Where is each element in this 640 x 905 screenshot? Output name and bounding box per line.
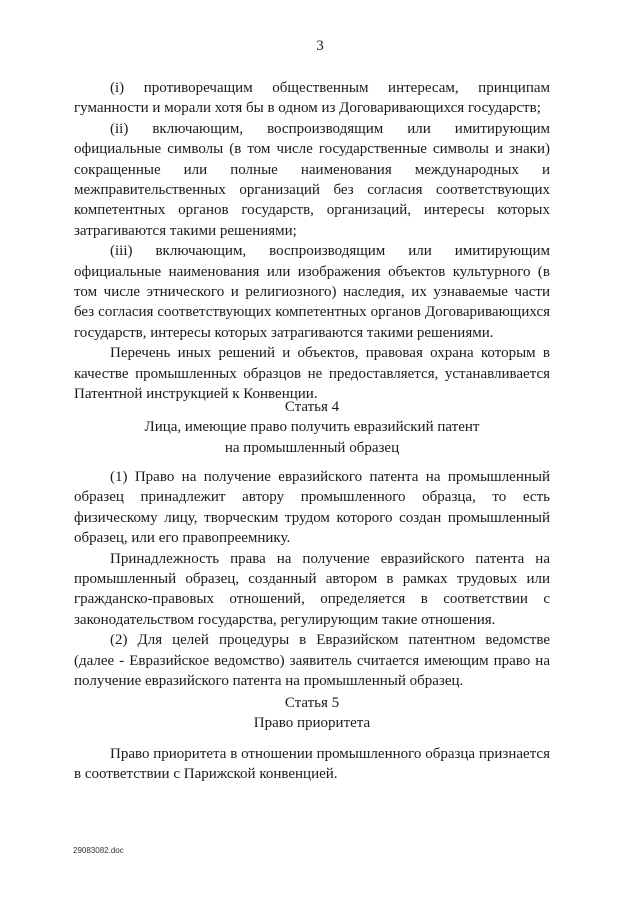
article-4-body <box>74 467 550 691</box>
document-file-code: 29083082.doc <box>73 846 124 855</box>
article-5-body <box>74 744 550 785</box>
article-4-title-line2: на промышленный образец <box>224 439 400 456</box>
article-4-number: Статья 4 <box>284 399 340 415</box>
article-5-paragraph-1: Право приоритета в отношении промышленного образца признается в соответствии с Парижской конвенцией. <box>74 746 550 783</box>
article-4-paragraph-1: (1) Право на получение евразийского патента на промышленный образец принадлежит автору промышленного образца, то есть физическому лицу, творческим трудом которого создан промышленный образец, или его правопреемнику. <box>74 469 550 547</box>
paragraph-item-iii: (iii) включающим, воспроизводящим или имитирующим официальные наименования или изображения объектов культурного (в том числе этнического и религиозного) наследия, их узнаваемые части без согласия соответствующих компетентных органов Договаривающихся государств, интересы которых затрагиваются такими решениями. <box>74 243 550 341</box>
page-number: 3 <box>316 38 324 54</box>
article-4-paragraph-2: Принадлежность права на получение евразийского патента на промышленный образец, созданный автором в рамках трудовых или гражданско-правовых отношений, определяется в соответствии с законодательством государства, регулирующим такие отношения. <box>74 550 550 628</box>
list-block-exclusions <box>74 78 550 405</box>
article-5-title: Право приоритета <box>253 715 371 732</box>
article-4-paragraph-3: (2) Для целей процедуры в Евразийском патентном ведомстве (далее - Евразийское ведомство) заявитель считается имеющим право на получение евразийского патента на промышленный образец. <box>74 632 550 690</box>
article-4-title-line1: Лица, имеющие право получить евразийский патент <box>144 419 480 436</box>
article-4-heading <box>74 397 550 458</box>
article-5-heading <box>74 693 550 734</box>
article-5-number: Статья 5 <box>284 695 340 711</box>
paragraph-item-ii: (ii) включающим, воспроизводящим или имитирующим официальные символы (в том числе государственные символы и знаки) сокращенные или полные наименования международных и межправительственных организаций без согласия соответствующих компетентных органов государств, организаций, интересы которых затрагиваются такими решениями; <box>74 120 550 239</box>
paragraph-item-i: (i) противоречащим общественным интересам, принципам гуманности и морали хотя бы в одном из Договаривающихся государств; <box>74 80 550 117</box>
paragraph-other-objects: Перечень иных решений и объектов, правовая охрана которым в качестве промышленных образцов не предоставляется, устанавливается Патентной инструкцией к Конвенции. <box>74 345 550 403</box>
